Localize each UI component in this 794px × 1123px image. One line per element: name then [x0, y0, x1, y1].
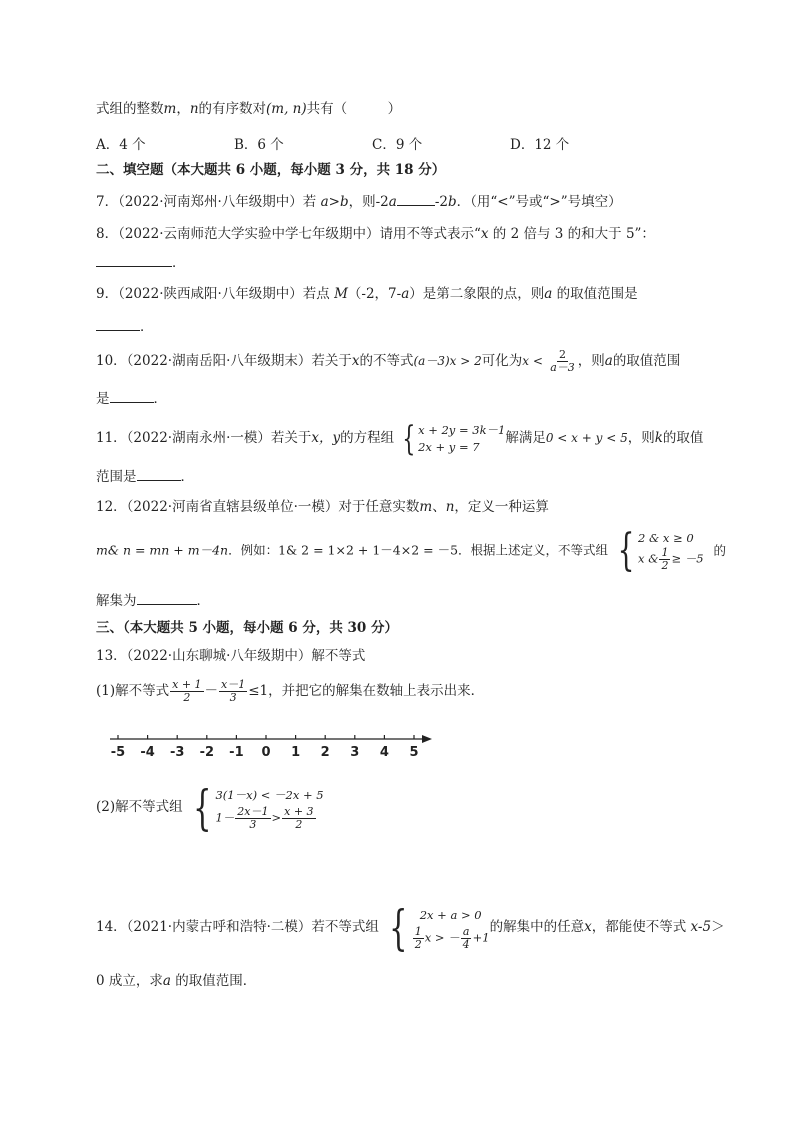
q9-coords: （-2，7- — [347, 286, 402, 302]
var-a: a — [401, 286, 410, 302]
period: ． — [153, 391, 167, 407]
var-x: x — [584, 919, 592, 935]
q9-text-b: 的取值范围是 — [552, 286, 638, 302]
q10-lhs: x < — [522, 354, 543, 368]
inequality-system — [187, 779, 324, 836]
minus: － — [204, 683, 219, 699]
brace-icon: { — [402, 418, 416, 459]
question-12-answer-line — [96, 590, 210, 610]
var-a: a — [544, 286, 553, 302]
ineq2-mid: x > － — [424, 930, 460, 945]
brace-icon: { — [193, 779, 212, 836]
number-line — [106, 728, 436, 764]
inequality-1: 3(1－x) < －2x + 5 — [215, 788, 324, 802]
q14-line2-end: 的取值范围． — [170, 973, 257, 989]
operation-definition: m& n = mn + m－4n — [96, 542, 229, 558]
q7-condition: a>b — [320, 194, 349, 210]
period: ． — [180, 469, 194, 485]
var-k: k — [654, 430, 663, 446]
gt: > — [271, 810, 282, 825]
numerator: 2 — [558, 348, 566, 361]
q6-option-a: A．4 个 — [96, 137, 146, 153]
question-8-answer-line — [96, 252, 186, 272]
answer-blank[interactable] — [397, 191, 435, 206]
q10-source: 10．（2022·湖南岳阳·八年级期末）若关于 — [96, 353, 352, 369]
period: ． — [196, 593, 210, 609]
numerator: x + 3 — [284, 805, 314, 818]
var-m: m — [419, 499, 433, 515]
q10-text-d: 的取值范围 — [612, 353, 681, 369]
tick-label: 3 — [350, 745, 360, 760]
q6-text: 式组的整数 — [96, 101, 164, 117]
denominator: 3 — [249, 818, 257, 831]
question-8 — [96, 225, 655, 243]
operation-example: ．例如：1& 2 = 1×2 + 1－4×2 = －5 — [228, 542, 459, 558]
tick-label: -5 — [110, 745, 126, 760]
question-9-answer-line — [96, 316, 154, 336]
denominator: 4 — [462, 938, 470, 951]
fraction — [282, 806, 315, 831]
var-x: x — [480, 226, 489, 242]
question-12 — [96, 498, 549, 516]
q6-option-b: B．6 个 — [234, 137, 284, 153]
q10-text-c: ，则 — [577, 353, 605, 369]
var-b: b — [447, 194, 457, 210]
q7-source: 7．（2022·河南郑州·八年级期中）若 — [96, 194, 317, 210]
question-10 — [96, 349, 680, 374]
question-13-part-2 — [96, 779, 324, 836]
inequality-system — [383, 899, 490, 956]
denominator: 2 — [183, 691, 191, 704]
var-a: a — [604, 353, 613, 369]
section-2-heading: 二、填空题（本大题共 6 小题，每小题 3 分，共 18 分） — [96, 162, 446, 178]
part2-text: (2)解不等式组 — [96, 799, 183, 815]
answer-blank[interactable] — [110, 388, 154, 403]
q7-text: ，则-2 — [348, 194, 389, 210]
brace-icon: { — [617, 525, 635, 576]
q11-line2: 范围是 — [96, 469, 137, 485]
inequality-2 — [215, 806, 323, 831]
period: ． — [140, 319, 154, 335]
gt: ＞ — [711, 919, 725, 935]
question-14 — [96, 899, 725, 956]
fraction — [413, 926, 424, 951]
denominator: 2 — [661, 559, 669, 572]
var-a: a — [388, 194, 397, 210]
point-m: M — [334, 286, 348, 302]
question-14-line2 — [96, 972, 256, 990]
q11-text-c: ，则 — [627, 430, 655, 446]
q6-option-d: D．12 个 — [510, 137, 570, 153]
q14-text-b: ，都能使不等式 — [591, 919, 691, 935]
q14-inequality: x-5 — [690, 919, 712, 935]
q9-text: ）是第二象限的点，则 — [409, 286, 545, 302]
q11-condition: 0 < x + y < 5 — [545, 431, 628, 445]
var-n: n — [189, 101, 199, 117]
q12-line3: 解集为 — [96, 593, 137, 609]
tick-label: 4 — [379, 745, 389, 760]
q6-option-c: C．9 个 — [372, 137, 423, 153]
ineq2-rhs: ≥ －5 — [671, 551, 704, 566]
denominator: 2 — [295, 818, 303, 831]
q7-instruction: ．（用“<”号或“>”号填空） — [456, 194, 622, 210]
arrow-icon — [422, 735, 432, 743]
vars-xy: x，y — [311, 430, 341, 446]
denominator: 3 — [229, 691, 237, 704]
question-11-answer-line — [96, 466, 194, 486]
q6-text-b: 的有序数对 — [198, 101, 267, 117]
question-13-part-1 — [96, 674, 484, 708]
question-13: 13．（2022·山东聊城·八年级期中）解不等式 — [96, 648, 366, 664]
var-a: a — [162, 973, 171, 989]
tick-label: 1 — [291, 745, 301, 760]
var-m: m — [163, 101, 177, 117]
tick-label: -3 — [169, 745, 185, 760]
q9-source: 9．（2022·陕西咸阳·八年级期中）若点 — [96, 286, 335, 302]
tick-label: 0 — [261, 745, 271, 760]
q10-inequality: (a－3)x > 2 — [413, 354, 482, 368]
section-3-heading: 三、（本大题共 5 小题，每小题 6 分，共 30 分） — [96, 620, 399, 636]
q10-line2: 是 — [96, 391, 110, 407]
q12-text-b: ．根据上述定义，不等式组 — [458, 542, 609, 558]
q14-source: 14．（2021·内蒙古呼和浩特·二模）若不等式组 — [96, 919, 379, 935]
fraction — [235, 806, 270, 831]
ineq2-end: +1 — [472, 930, 490, 945]
numerator: 1 — [414, 925, 422, 938]
q6-text-c: 共有（ ） — [306, 101, 402, 117]
sep: 、 — [432, 499, 446, 515]
question-11 — [96, 418, 704, 459]
answer-blank[interactable] — [137, 466, 181, 481]
inequality-2 — [638, 547, 704, 572]
denominator: 2 — [414, 938, 422, 951]
q12-source: 12．（2022·河南省直辖县级单位·一模）对于任意实数 — [96, 499, 420, 515]
denominator: a－3 — [550, 361, 575, 374]
q11-source: 11．（2022·湖南永州·一模）若关于 — [96, 430, 312, 446]
q6-stem-tail — [96, 100, 401, 118]
sep: ， — [176, 101, 190, 117]
fraction-2 — [219, 679, 247, 704]
tick-label: -2 — [199, 745, 215, 760]
tick-label: -1 — [229, 745, 244, 760]
numerator: a — [462, 925, 470, 938]
equation-2: 2x + y = 7 — [418, 439, 480, 454]
inequality-system — [612, 525, 704, 576]
question-7 — [96, 191, 622, 211]
leq: ≤1 — [248, 683, 269, 699]
answer-blank[interactable] — [137, 590, 197, 605]
question-9 — [96, 285, 638, 303]
period: ． — [172, 255, 186, 271]
numerator: x + 1 — [172, 678, 202, 691]
numerator: 1 — [661, 546, 669, 559]
var-n: n — [445, 499, 455, 515]
tick-label: 5 — [409, 745, 419, 760]
q11-text-b: 解满足 — [505, 430, 546, 446]
tick-label: 2 — [320, 745, 330, 760]
q14-text: 的解集中的任意 — [489, 919, 585, 935]
inequality-1: 2x + a > 0 — [419, 908, 482, 922]
fraction — [659, 547, 670, 572]
equation-system — [398, 418, 506, 459]
brace-icon: { — [389, 899, 408, 956]
question-12-line2 — [96, 525, 727, 576]
q10-fraction — [548, 349, 577, 374]
answer-blank[interactable] — [96, 252, 172, 267]
q8-text: 8．（2022·云南师范大学实验中学七年级期中）请用不等式表示“ — [96, 226, 481, 242]
question-10-answer-line — [96, 388, 167, 408]
equation-1: x + 2y = 3k－1 — [418, 422, 506, 437]
inequality-2 — [412, 926, 490, 951]
q14-line2: 0 成立，求 — [96, 973, 163, 989]
numerator: x－1 — [221, 678, 246, 691]
inequality-1: 2 & x ≥ 0 — [638, 531, 694, 545]
part1-text: (1)解不等式 — [96, 683, 170, 699]
var-x: x — [351, 353, 360, 369]
answer-blank[interactable] — [96, 316, 140, 331]
q10-text-b: 可化为 — [481, 353, 523, 369]
q11-text-d: 的取值 — [662, 430, 704, 446]
q12-text: ，定义一种运算 — [454, 499, 549, 515]
q8-text-b: 的 2 倍与 3 的和大于 5”： — [488, 226, 655, 242]
q11-text: 的方程组 — [340, 430, 395, 446]
ineq2-start: 1－ — [215, 810, 235, 825]
q7-text-b: -2 — [434, 194, 448, 210]
numerator: 2x－1 — [237, 805, 269, 818]
tick-label: -4 — [140, 745, 155, 760]
ineq2-lhs: x & — [638, 551, 659, 566]
part1-instruction: ，并把它的解集在数轴上表示出来． — [268, 683, 485, 699]
fraction — [461, 926, 472, 951]
fraction-1 — [170, 679, 203, 704]
ordered-pair: (m, n) — [266, 101, 307, 117]
q12-text-c: 的 — [713, 542, 727, 558]
q10-text: 的不等式 — [359, 353, 414, 369]
